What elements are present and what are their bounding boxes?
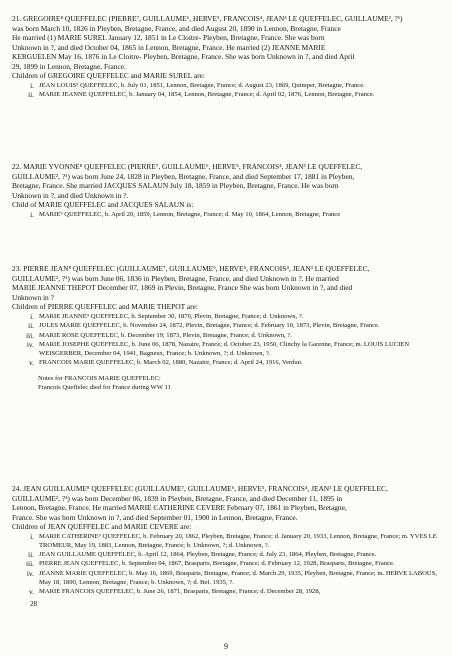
entry-line: 24. JEAN GUILLAUME⁸ QUEFFELEC (GUILLAUME⁷, GUILLAUME⁶, HERVE⁵, FRANCOIS⁴, JEAN³ LE QUEFFELEC, <box>12 484 388 493</box>
child-text: MARIE FRANCOIS QUEFFELEC, b. June 26, 1871, Brasparts, Bretagne, France; d. December 28, 1928, <box>39 587 321 595</box>
child-number: iii. <box>25 559 34 568</box>
child-item <box>12 331 442 341</box>
child-item <box>12 312 442 322</box>
child-text: MARIE CATHERINE⁹ QUEFFELEC, b. February 20, 1862, Pleyben, Bretagne, France; d. January 20, 1933, Lennon, Bretagne, France; m. YVES LE TROMEUR, May 19, 1883, Lennon, Bretagne, France; b. Unknown, ?; d. Unknown, ?. <box>39 532 437 549</box>
child-text: FRANCOIS MARIE QUEFFELEC, b. March 02, 1880, Nazaire, France; d. April 24, 1916, Verdun. <box>39 359 303 366</box>
children-heading: Children of JEAN QUEFFELEC and MARIE CEVERE are: <box>12 522 192 531</box>
child-item <box>12 550 442 560</box>
entry-line: GUILLAUME², ?¹) was born December 06, 1839 in Pleyben, Bretagne, France, and died December 11, 1895 in <box>12 493 343 503</box>
entry-line: Unknown in ? <box>12 292 54 302</box>
entry-line: KERGUELEN May 16, 1876 in Le Cloitre- Pleyben, Bretagne, France. She was born Unknown in ?, and died April <box>12 52 355 61</box>
entry-23 <box>12 264 442 392</box>
entry-line: 21. GREGOIRE⁸ QUEFFELEC (PIERRE⁷, GUILLAUME⁶, HERVE⁵, FRANCOIS⁴, JEAN³ LE QUEFFELEC, GUILLAUME², ?¹) <box>12 14 403 23</box>
child-item <box>12 340 442 358</box>
child-number: i. <box>30 531 34 541</box>
entry-line: GUILLAUME², ?¹) was born June 06, 1836 in Pleyben, Bretagne, France, and died Unknown in ?. He married <box>12 273 339 283</box>
child-number: v. <box>28 586 34 596</box>
child-text: JEAN LOUIS⁹ QUEFFELEC, b. July 01, 1851, Lennon, Bretagne, France; d. August 23, 1869, Quimper, Bretagne, France. <box>39 81 365 89</box>
children-heading: Children of GREGOIRE QUEFFELEC and MARIE SUREL are: <box>12 71 205 80</box>
child-number: iv. <box>26 340 34 349</box>
child-item <box>12 90 442 100</box>
child-number: i. <box>30 209 34 219</box>
child-number: iii. <box>25 330 34 340</box>
entry-22 <box>12 162 442 219</box>
notes-heading: Notes for FRANCOIS MARIE QUEFFELEC: <box>38 374 161 382</box>
child-number: ii. <box>28 321 34 330</box>
entry-24 <box>12 484 442 596</box>
entry-line: MARIE JEANNE THEPOT December 07, 1869 in Plevin, Bretagne, France She was born Unknown in ?, and died <box>12 283 353 292</box>
entry-line: Unknown in ?, and died October 04, 1865 in Lennon, Bretagne, France. He married (2) JEANNE MARIE <box>12 42 326 52</box>
child-number: ii. <box>28 549 34 559</box>
child-item <box>12 81 442 91</box>
entry-line: He married (1) MARIE SUREL January 12, 1851 in Le Cloitre- Pleyben, Bretagne, France. She was born <box>12 33 325 42</box>
child-number: ii. <box>28 90 34 99</box>
child-item <box>12 569 442 587</box>
child-text: MARIE JEANNE⁹ QUEFFELEC, b. September 30, 1870, Plevin, Bretagne, France; d. Unknown, ?. <box>39 312 304 320</box>
child-item <box>12 210 442 220</box>
notes-text: Francois Queffelec died for France during WW 11 <box>38 383 171 391</box>
child-text: MARIE ROSE QUEFFELEC, b. December 19, 1873, Plevin, Bretagne, France; d. Unknown, ?. <box>39 331 292 339</box>
notes-block <box>38 374 442 392</box>
child-text: MARIE⁹ QUEFFELEC, b. April 20, 1859, Lennon, Bretagne, France; d. May 10, 1864, Lennon, Bretagne, France <box>39 210 341 218</box>
children-heading: Child of MARIE QUEFFELEC and JACQUES SALAUN is: <box>12 200 194 209</box>
side-number: 28 <box>30 600 37 608</box>
entry-line: was born March 10, 1826 in Pleyben, Bretagne, France, and died August 20, 1890 in Lennon, Bretagne, France <box>12 23 341 33</box>
entry-21 <box>12 14 442 100</box>
entry-line: Bretagne, France. She married JACQUES SALAUN July 18, 1859 in Pleyben, Bretagne, France. He was born <box>12 181 339 190</box>
entry-line: Lennon, Bretagne, France. He married MARIE CATHERINE CEVERE February 07, 1861 in Pleyben, Bretagne, <box>12 503 347 512</box>
entry-line: 22. MARIE YVONNE⁸ QUEFFELEC (PIERRE⁷, GUILLAUME⁶, HERVE⁵, FRANCOIS⁴, JEAN³ LE QUEFFELEC, <box>12 162 363 171</box>
child-item <box>12 532 442 550</box>
entry-line: GUILLAUME², ?¹) was born June 24, 1828 in Pleyben, Bretagne, France, and died September 17, 1881 in Pleyben, <box>12 171 355 181</box>
entry-line: 23. PIERRE JEAN⁸ QUEFFELEC (GUILLAUME⁷, GUILLAUME⁶, HERVE⁵, FRANCOIS⁴, JEAN³ LE QUEFFELEC, <box>12 264 370 273</box>
child-item <box>12 358 442 368</box>
entry-line: 29, 1899 in Lennon, Bretagne, France. <box>12 61 126 71</box>
child-number: v. <box>28 358 34 367</box>
child-text: JEAN GUILLAUME QUEFFELEC, b. April 12, 1864, Pleyben, Bretagne, France; d. July 23, 1864, Pleyben, Bretagne, France. <box>39 550 377 558</box>
child-number: i. <box>30 311 34 321</box>
child-number: i. <box>30 80 34 90</box>
children-heading: Children of PIERRE QUEFFELEC and MARIE THEPOT are: <box>12 302 198 311</box>
child-number: iv. <box>26 568 34 578</box>
page-number: 9 <box>224 642 228 651</box>
child-item <box>12 559 442 569</box>
child-text: MARIE JEANNE QUEFFELEC, b. January 04, 1854, Lennon, Bretagne, France; d. April 02, 1876, Lennon, Bretagne, France. <box>39 91 375 98</box>
child-text: PIERRE JEAN QUEFFELEC, b. September 04, 1867, Brasparts, Bretagne, France; d. February 12, 1928, Brasparts, Bretagne, France. <box>39 560 395 567</box>
entry-line: Unknown in ?, and died Unknown in ?. <box>12 190 129 200</box>
entry-line: France. She was born Unknown in ?, and died September 01, 1900 in Lennon, Bretagne, France. <box>12 512 298 522</box>
child-item <box>12 587 442 597</box>
child-text: JULES MARIE QUEFFELEC, b. November 24, 1872, Plevin, Bretagne, France; d. February 10, 1873, Plevin, Bretagne, France. <box>39 322 380 329</box>
child-text: JEANNE MARIE QUEFFELEC, b. May 16, 1869, Brasparts, Bretagne, France; d. March 29, 1935, Pleyben, Bretagne, France; m. HERVE LABOUS, May 18, 1890, Lennon, Bretagne, France; b. Unknown, ?; d. Bef. 1935, ?. <box>39 569 437 586</box>
child-item <box>12 321 442 331</box>
child-text: MARIE JOSEPHE QUEFFELEC, b. June 06, 1878, Nazaire, France; d. October 23, 1950, Clinchy la Garenne, France; m. LOUIS LUCIEN WEISGERBER, December 04, 1941, Bagneux, France; b. Unknown, ?; d. Unknown, ?. <box>39 341 410 357</box>
